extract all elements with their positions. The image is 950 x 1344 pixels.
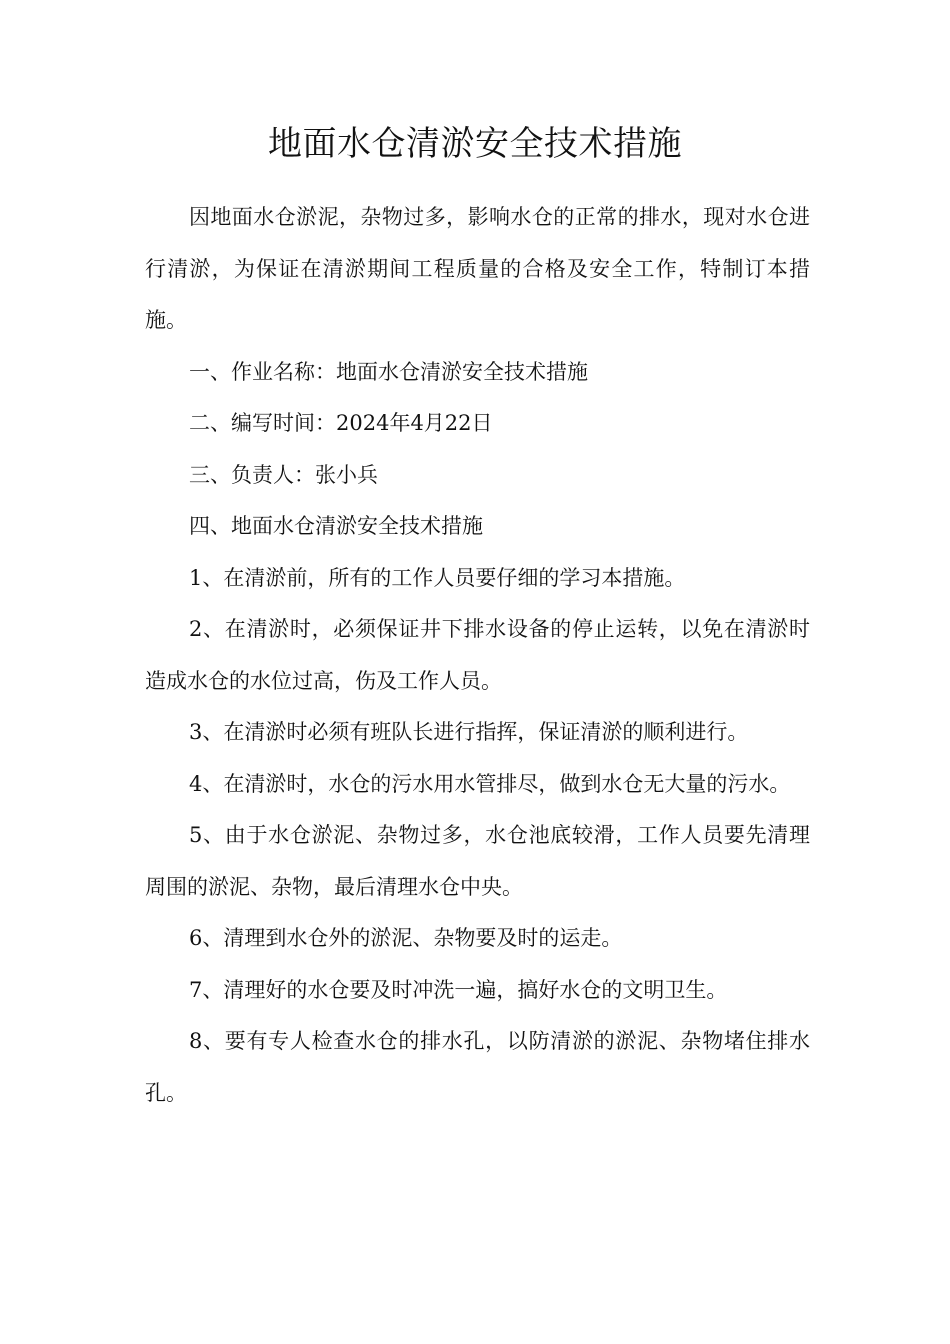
measure-item-7: 7、清理好的水仓要及时冲洗一遍，搞好水仓的文明卫生。 (189, 977, 728, 1002)
measure-item-2: 2、在清淤时，必须保证井下排水设备的停止运转，以免在清淤时造成水仓的水位过高，伤及工作人员。 (145, 617, 810, 693)
measure-item-6: 6、清理到水仓外的淤泥、杂物要及时的运走。 (189, 926, 623, 950)
section-responsible-person: 三、负责人：张小兵 (189, 462, 378, 487)
section-safety-measures-heading: 四、地面水仓清淤安全技术措施 (189, 514, 483, 538)
measure-item-1: 1、在清淤前，所有的工作人员要仔细的学习本措施。 (189, 565, 686, 590)
section-write-date: 二、编写时间：2024年4月22日 (189, 411, 493, 435)
document-body (145, 192, 810, 1119)
intro-paragraph: 因地面水仓淤泥，杂物过多，影响水仓的正常的排水，现对水仓进行清淤，为保证在清淤期间工程质量的合格及安全工作，特制订本措施。 (145, 205, 810, 332)
measure-item-5: 5、由于水仓淤泥、杂物过多，水仓池底较滑，工作人员要先清理周围的淤泥、杂物，最后清理水仓中央。 (145, 823, 810, 899)
document-title: 地面水仓清淤安全技术措施 (268, 124, 682, 164)
measure-item-8: 8、要有专人检查水仓的排水孔，以防清淤的淤泥、杂物堵住排水孔。 (145, 1029, 810, 1105)
measure-item-3: 3、在清淤时必须有班队长进行指挥，保证清淤的顺利进行。 (189, 720, 749, 744)
measure-item-4: 4、在清淤时，水仓的污水用水管排尽，做到水仓无大量的污水。 (189, 771, 791, 796)
section-work-name: 一、作业名称：地面水仓清淤安全技术措施 (189, 359, 588, 384)
